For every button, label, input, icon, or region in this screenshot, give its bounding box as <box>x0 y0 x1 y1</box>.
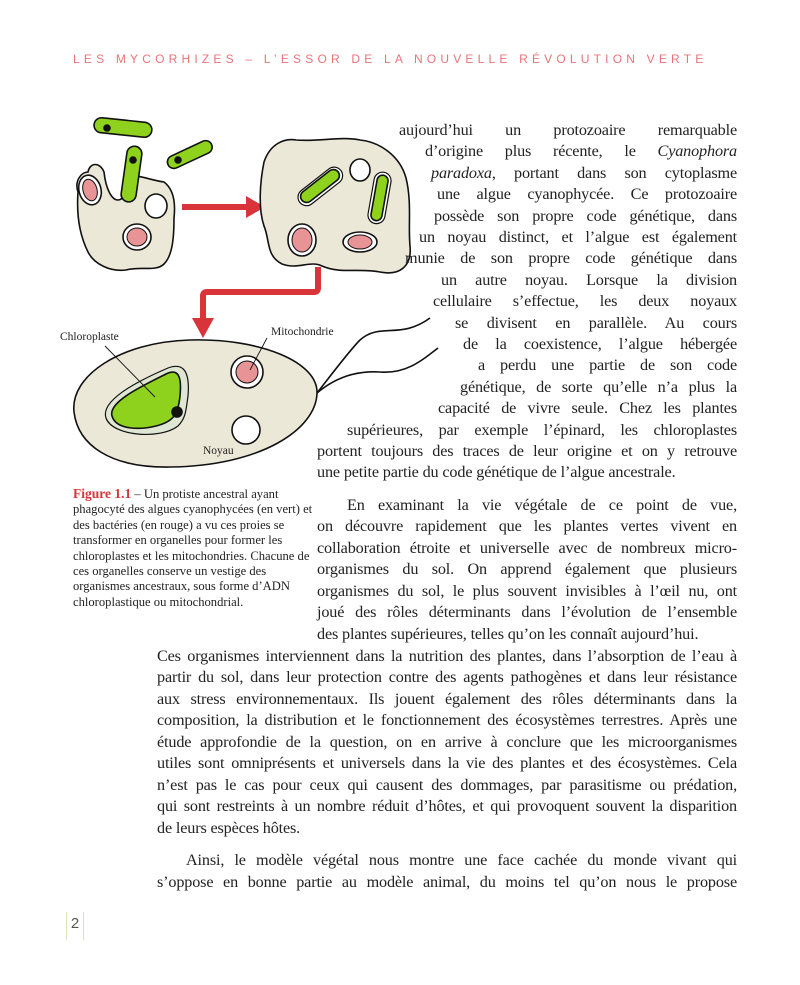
text-line: Ces organismes interviennent dans la nutrition des plantes, dans l’absorption de l’eau à <box>157 647 737 665</box>
text-line: de leurs espèces hôtes. <box>157 819 301 837</box>
text-line: une algue cyanophycée. Ce protozoaire <box>437 185 737 203</box>
text-line: aujourd’hui un protozoaire remarquable <box>399 121 737 139</box>
text-line: portent toujours des traces de leur origine et on y retrouve <box>317 442 737 460</box>
nucleus <box>145 194 167 218</box>
caption-text: – Un protiste ancestral ayant phagocyté des algues cyanophycées (en vert) et des bactéries (en rouge) a vu ces proies se transformer en organelles pour former les chloroplastes et les mitochondries. Chacune de ces organelles conserve un vestige des organismes ancestraux, sous forme d’ADN chloroplastique ou mitochondrial. <box>73 487 313 609</box>
text-line: on découvre rapidement que les plantes vertes vivent en <box>317 517 737 535</box>
text-line: composition, la distribution et le fonctionnement des écosystèmes terrestres. Après une <box>157 711 737 729</box>
label-nucleus: Noyau <box>203 445 234 457</box>
mitochondrion-precursor <box>292 228 312 252</box>
text-line: aux stress environnementaux. Ils jouent également des rôles déterminants dans la <box>157 690 737 708</box>
text-line: capacité de vivre seule. Chez les plantes <box>438 399 737 417</box>
arrow-down <box>203 267 318 322</box>
free-algae <box>165 139 214 171</box>
running-header: LES MYCORHIZES – L’ESSOR DE LA NOUVELLE RÉVOLUTION VERTE <box>73 52 708 66</box>
mitochondrion-precursor <box>348 235 372 249</box>
text-line: un noyau distinct, et l’algue est également <box>419 228 737 246</box>
mitochondrion <box>236 361 258 383</box>
text-line: joué des rôles déterminants dans l’évolution de l’ensemble <box>317 603 737 621</box>
species-name: paradoxa <box>431 164 492 182</box>
text-line: d’origine plus récente, le Cyanophora <box>425 142 737 160</box>
nucleus <box>350 159 370 181</box>
text-line: qui sont restreints à un nombre réduit d’hôtes, et qui provoquent souvent la disparition <box>157 797 737 815</box>
text-line: collaboration étroite et universelle avec de nombreux micro- <box>317 539 737 557</box>
label-mitochondrion: Mitochondrie <box>271 326 334 338</box>
text-line: n’est pas le cas pour ceux qui causent des dommages, par parasitisme ou prédation, <box>157 776 737 794</box>
text-line: possède son propre code génétique, dans <box>434 207 737 225</box>
text-line: s’oppose en bonne partie au modèle animal, du moins tel qu’on nous le propose <box>157 873 737 891</box>
nucleus <box>232 416 260 444</box>
text-line: a perdu une partie de son code <box>478 356 737 374</box>
text-line: paradoxa, portant dans son cytoplasme <box>431 164 737 182</box>
text-line: supérieures, par exemple l’épinard, les chloroplastes <box>347 421 737 439</box>
host-cell <box>260 139 410 273</box>
free-algae <box>93 117 152 138</box>
species-name: Cyanophora <box>657 142 737 160</box>
text-line: Ainsi, le modèle végétal nous montre une face cachée du monde vivant qui <box>186 851 737 869</box>
figure-number: Figure 1.1 <box>73 486 132 501</box>
text-line: de la coexistence, l’algue hébergée <box>463 335 737 353</box>
text-line: une petite partie du code génétique de l’algue ancestrale. <box>317 463 676 481</box>
text-line: organismes du sol. On apprend également que plusieurs <box>317 560 737 578</box>
text-line: étude approfondie de la question, on en arrive à conclure que les microorganismes <box>157 733 737 751</box>
text-line: se divisent en parallèle. Au cours <box>455 314 737 332</box>
page-number: 2 <box>66 912 84 940</box>
figure-caption <box>73 486 315 610</box>
text-line: munie de son propre code génétique dans <box>405 249 737 267</box>
text-line: des plantes supérieures, telles qu’on les connaît aujourd’hui. <box>317 625 699 643</box>
text-line: un autre noyau. Lorsque la division <box>441 271 737 289</box>
text-line: cellulaire s’effectue, les deux noyaux <box>433 292 737 310</box>
text-line: partir du sol, dans leur protection contre des agents pathogènes et dans leur résistance <box>157 668 737 686</box>
text-line: génétique, de sorte qu’elle n’a plus la <box>460 378 737 396</box>
text-line: organismes du sol, le plus souvent invisibles à l’œil nu, ont <box>317 582 737 600</box>
text-line: utiles sont omniprésents et universels dans la vie des plantes et des écosystèmes. Cela <box>157 754 737 772</box>
text-line: En examinant la vie végétale de ce point de vue, <box>347 496 737 514</box>
label-chloroplast: Chloroplaste <box>60 331 119 343</box>
